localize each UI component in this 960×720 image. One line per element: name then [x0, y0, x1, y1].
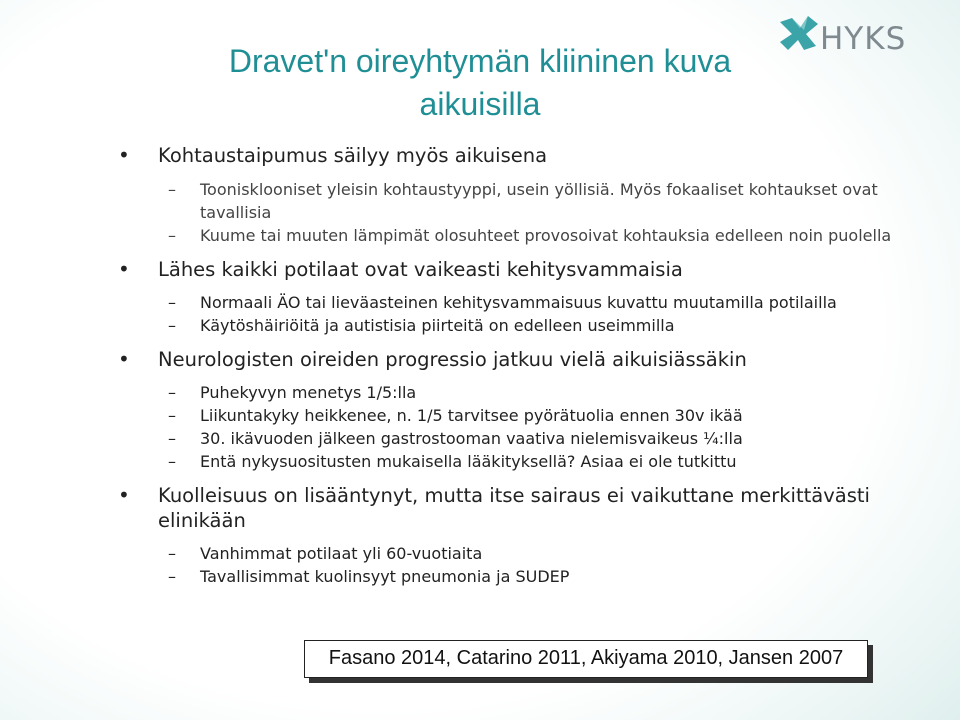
bullet-intellectual-disability — [118, 257, 908, 282]
sub-bullet — [118, 404, 908, 427]
title-line-2: aikuisilla — [419, 86, 541, 122]
dash-icon: – — [168, 180, 176, 199]
sub-bullet — [118, 542, 908, 565]
logo-text: HYKS — [820, 21, 907, 57]
bullet-dot-icon: • — [118, 347, 130, 371]
bullet-dot-icon: • — [118, 257, 130, 281]
dash-icon: – — [168, 383, 176, 402]
sub-bullet-text: 30. ikävuoden jälkeen gastrostooman vaativa nielemisvaikeus ¼:lla — [200, 429, 743, 448]
slide-title — [130, 40, 830, 126]
sub-bullet-text: Normaali ÄO tai lieväasteinen kehitysvammaisuus kuvattu muutamilla potilailla — [200, 293, 837, 312]
dash-icon: – — [168, 406, 176, 425]
dash-icon: – — [168, 452, 176, 471]
dash-icon: – — [168, 544, 176, 563]
sub-bullet-text: Puhekyvyn menetys 1/5:lla — [200, 383, 417, 402]
sub-bullet — [118, 565, 908, 588]
sub-bullet-text: Vanhimmat potilaat yli 60-vuotiaita — [200, 544, 483, 563]
bullet-seizures — [118, 143, 908, 168]
sub-bullet — [118, 224, 908, 247]
sub-bullet-text: Kuume tai muuten lämpimät olosuhteet provosoivat kohtauksia edelleen noin puolella — [200, 226, 892, 245]
dash-icon: – — [168, 293, 176, 312]
reference-box: Fasano 2014, Catarino 2011, Akiyama 2010, Jansen 2007 — [304, 640, 868, 678]
sub-bullet — [118, 291, 908, 314]
sub-bullet — [118, 314, 908, 337]
title-line-1: Dravet'n oireyhtymän kliininen kuva — [228, 43, 732, 79]
sub-bullet-text: Entä nykysuositusten mukaisella lääkityksellä? Asiaa ei ole tutkittu — [200, 452, 737, 471]
sub-bullet-text: Toonisklooniset yleisin kohtaustyyppi, usein yöllisiä. Myös fokaaliset kohtaukset ovat tavallisia — [200, 180, 878, 222]
sub-bullet — [118, 381, 908, 404]
bullet-list — [118, 143, 908, 588]
dash-icon: – — [168, 226, 176, 245]
sub-bullet-text: Liikuntakyky heikkenee, n. 1/5 tarvitsee pyörätuolia ennen 30v ikää — [200, 406, 743, 425]
dash-icon: – — [168, 316, 176, 335]
bullet-text: Neurologisten oireiden progressio jatkuu vielä aikuisiässäkin — [158, 348, 747, 371]
sub-bullet-text: Tavallisimmat kuolinsyyt pneumonia ja SUDEP — [200, 567, 570, 586]
bullet-dot-icon: • — [118, 143, 130, 167]
bullet-text: Kuolleisuus on lisääntynyt, mutta itse sairaus ei vaikuttane merkittävästi elinikään — [158, 484, 870, 532]
bullet-text: Kohtaustaipumus säilyy myös aikuisena — [158, 144, 548, 167]
bullet-text: Lähes kaikki potilaat ovat vaikeasti kehitysvammaisia — [158, 258, 683, 281]
dash-icon: – — [168, 567, 176, 586]
sub-bullet — [118, 178, 908, 224]
sub-bullet — [118, 427, 908, 450]
sub-bullet-text: Käytöshäiriöitä ja autistisia piirteitä on edelleen useimmilla — [200, 316, 675, 335]
sub-bullet — [118, 450, 908, 473]
bullet-mortality — [118, 483, 908, 533]
dash-icon: – — [168, 429, 176, 448]
bullet-dot-icon: • — [118, 483, 130, 507]
bullet-progression — [118, 347, 908, 372]
